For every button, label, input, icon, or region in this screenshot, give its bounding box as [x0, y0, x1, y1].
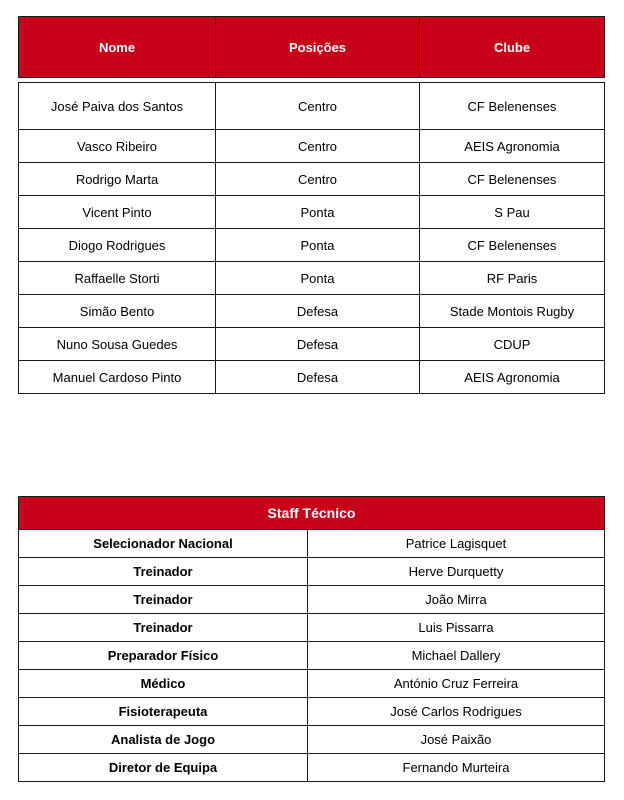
- player-name: Rodrigo Marta: [19, 163, 216, 196]
- staff-header-row: [19, 497, 605, 530]
- staff-name: Michael Dallery: [308, 642, 605, 670]
- player-club: CF Belenenses: [420, 83, 605, 130]
- staff-row: [19, 614, 605, 642]
- player-row: [19, 83, 605, 130]
- player-position: Defesa: [216, 328, 420, 361]
- staff-row: [19, 754, 605, 782]
- player-name: Diogo Rodrigues: [19, 229, 216, 262]
- player-name: José Paiva dos Santos: [19, 83, 216, 130]
- staff-table: [18, 496, 605, 782]
- player-position: Ponta: [216, 229, 420, 262]
- player-position: Centro: [216, 163, 420, 196]
- player-row: [19, 163, 605, 196]
- staff-row: [19, 558, 605, 586]
- player-club: CF Belenenses: [420, 229, 605, 262]
- player-row: [19, 328, 605, 361]
- staff-row: [19, 642, 605, 670]
- staff-role: Analista de Jogo: [19, 726, 308, 754]
- player-club: CDUP: [420, 328, 605, 361]
- player-row: [19, 130, 605, 163]
- player-name: Manuel Cardoso Pinto: [19, 361, 216, 394]
- column-header-positions: Posições: [216, 17, 420, 78]
- player-position: Defesa: [216, 295, 420, 328]
- staff-role: Médico: [19, 670, 308, 698]
- player-row: [19, 361, 605, 394]
- player-name: Simão Bento: [19, 295, 216, 328]
- staff-role: Fisioterapeuta: [19, 698, 308, 726]
- player-name: Raffaelle Storti: [19, 262, 216, 295]
- column-header-name: Nome: [19, 17, 216, 78]
- player-position: Defesa: [216, 361, 420, 394]
- staff-body: [19, 530, 605, 782]
- player-club: RF Paris: [420, 262, 605, 295]
- player-position: Centro: [216, 83, 420, 130]
- staff-name: Fernando Murteira: [308, 754, 605, 782]
- player-position: Ponta: [216, 262, 420, 295]
- players-header-row: [19, 17, 605, 78]
- column-header-club: Clube: [420, 17, 605, 78]
- staff-name: Herve Durquetty: [308, 558, 605, 586]
- player-position: Ponta: [216, 196, 420, 229]
- staff-name: Patrice Lagisquet: [308, 530, 605, 558]
- staff-row: [19, 586, 605, 614]
- player-club: AEIS Agronomia: [420, 130, 605, 163]
- player-row: [19, 229, 605, 262]
- staff-row: [19, 670, 605, 698]
- player-row: [19, 262, 605, 295]
- staff-name: António Cruz Ferreira: [308, 670, 605, 698]
- staff-role: Treinador: [19, 558, 308, 586]
- staff-role: Preparador Físico: [19, 642, 308, 670]
- staff-name: Luis Pissarra: [308, 614, 605, 642]
- player-row: [19, 196, 605, 229]
- player-club: CF Belenenses: [420, 163, 605, 196]
- staff-role: Diretor de Equipa: [19, 754, 308, 782]
- staff-row: [19, 698, 605, 726]
- staff-title: Staff Técnico: [19, 497, 605, 530]
- player-position: Centro: [216, 130, 420, 163]
- staff-role: Selecionador Nacional: [19, 530, 308, 558]
- staff-row: [19, 726, 605, 754]
- player-name: Vicent Pinto: [19, 196, 216, 229]
- player-club: Stade Montois Rugby: [420, 295, 605, 328]
- staff-row: [19, 530, 605, 558]
- player-name: Vasco Ribeiro: [19, 130, 216, 163]
- staff-role: Treinador: [19, 614, 308, 642]
- staff-name: José Paixão: [308, 726, 605, 754]
- player-row: [19, 295, 605, 328]
- staff-name: José Carlos Rodrigues: [308, 698, 605, 726]
- player-club: S Pau: [420, 196, 605, 229]
- staff-role: Treinador: [19, 586, 308, 614]
- staff-name: João Mirra: [308, 586, 605, 614]
- player-name: Nuno Sousa Guedes: [19, 328, 216, 361]
- player-club: AEIS Agronomia: [420, 361, 605, 394]
- players-table: [18, 16, 605, 394]
- players-body: [19, 78, 605, 394]
